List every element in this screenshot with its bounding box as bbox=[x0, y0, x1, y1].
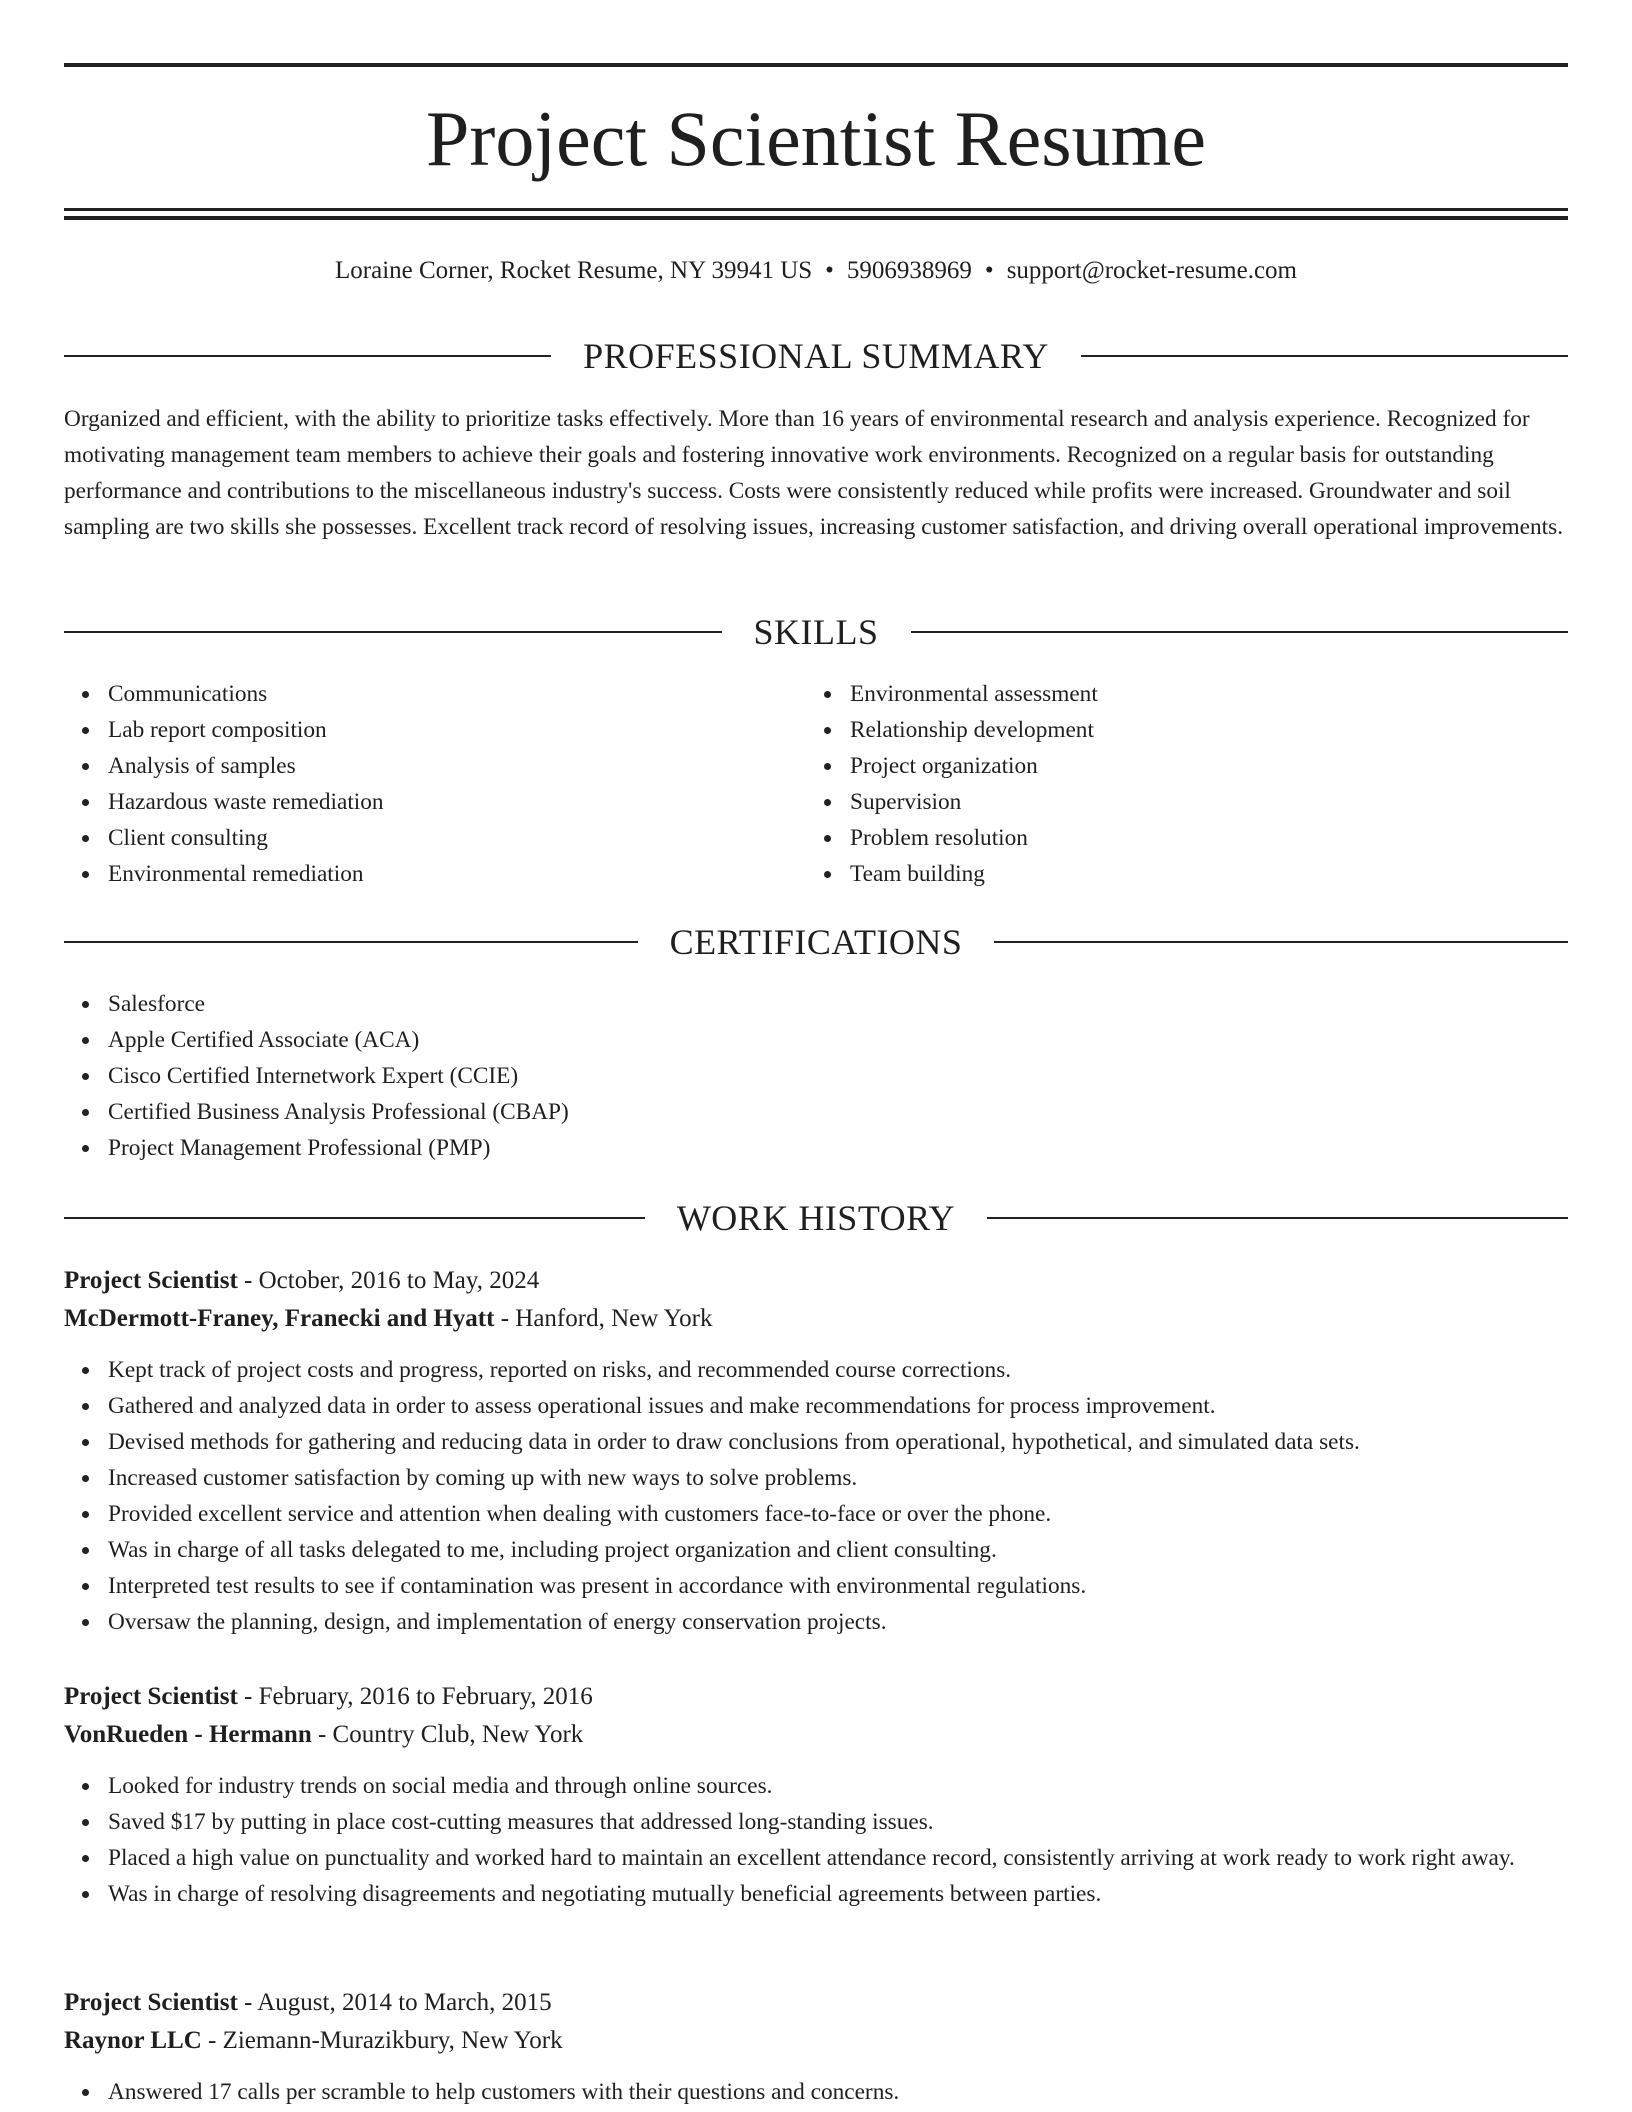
section-header-summary bbox=[64, 334, 1568, 378]
skill-item: Supervision bbox=[850, 784, 1098, 820]
job-entry bbox=[64, 1984, 1568, 2110]
contact-phone: 5906938969 bbox=[846, 257, 972, 284]
skill-item: Project organization bbox=[850, 748, 1098, 784]
job-bullet: Kept track of project costs and progress, reported on risks, and recommended course corrections. bbox=[108, 1352, 1568, 1388]
job-bullets bbox=[64, 1768, 1568, 1912]
contact-separator: • bbox=[984, 257, 994, 284]
contact-address: Loraine Corner, Rocket Resume, NY 39941 US bbox=[335, 257, 813, 284]
job-bullet: Was in charge of all tasks delegated to me, including project organization and client consulting. bbox=[108, 1532, 1568, 1568]
section-header-certifications bbox=[64, 920, 1568, 964]
section-rule-right bbox=[1081, 355, 1568, 357]
job-entry bbox=[64, 1262, 1568, 1640]
section-header-skills bbox=[64, 610, 1568, 654]
job-company: VonRueden - Hermann bbox=[64, 1721, 312, 1748]
job-bullet: Answered 17 calls per scramble to help customers with their questions and concerns. bbox=[108, 2074, 1568, 2110]
skill-item: Analysis of samples bbox=[108, 748, 384, 784]
section-title-certifications: CERTIFICATIONS bbox=[669, 922, 963, 962]
job-bullet: Looked for industry trends on social media and through online sources. bbox=[108, 1768, 1568, 1804]
section-title-skills: SKILLS bbox=[753, 612, 879, 652]
certification-item: Certified Business Analysis Professional (CBAP) bbox=[108, 1094, 569, 1130]
skills-column-right bbox=[806, 676, 1098, 892]
job-role-line bbox=[64, 1984, 1568, 2022]
section-rule-left bbox=[64, 1217, 645, 1219]
skill-item: Client consulting bbox=[108, 820, 384, 856]
certification-item: Salesforce bbox=[108, 986, 569, 1022]
section-header-work-history bbox=[64, 1196, 1568, 1240]
section-rule-right bbox=[994, 941, 1568, 943]
job-bullet: Placed a high value on punctuality and worked hard to maintain an excellent attendance record, consistently arriving at work ready to work right away. bbox=[108, 1840, 1568, 1876]
job-bullet: Increased customer satisfaction by coming up with new ways to solve problems. bbox=[108, 1460, 1568, 1496]
job-bullet: Interpreted test results to see if contamination was present in accordance with environmental regulations. bbox=[108, 1568, 1568, 1604]
skills-column-left bbox=[64, 676, 384, 892]
certification-item: Apple Certified Associate (ACA) bbox=[108, 1022, 569, 1058]
job-title: Project Scientist bbox=[64, 1989, 238, 2016]
skill-item: Environmental remediation bbox=[108, 856, 384, 892]
skill-item: Communications bbox=[108, 676, 384, 712]
job-title: Project Scientist bbox=[64, 1683, 238, 1710]
job-bullet: Was in charge of resolving disagreements and negotiating mutually beneficial agreements between parties. bbox=[108, 1876, 1568, 1912]
certifications-list bbox=[64, 986, 569, 1166]
job-bullet: Gathered and analyzed data in order to assess operational issues and make recommendations for process improvement. bbox=[108, 1388, 1568, 1424]
section-rule-right bbox=[987, 1217, 1568, 1219]
job-bullets bbox=[64, 2074, 1568, 2110]
job-role-line bbox=[64, 1262, 1568, 1300]
job-company-line bbox=[64, 2022, 1568, 2060]
skill-item: Team building bbox=[850, 856, 1098, 892]
skill-item: Lab report composition bbox=[108, 712, 384, 748]
section-title-work-history: WORK HISTORY bbox=[676, 1198, 956, 1238]
skill-item: Problem resolution bbox=[850, 820, 1098, 856]
job-location: - Hanford, New York bbox=[494, 1305, 713, 1332]
certification-item: Cisco Certified Internetwork Expert (CCIE) bbox=[108, 1058, 569, 1094]
job-location: - Country Club, New York bbox=[311, 1721, 584, 1748]
job-bullet: Provided excellent service and attention when dealing with customers face-to-face or over the phone. bbox=[108, 1496, 1568, 1532]
certification-item: Project Management Professional (PMP) bbox=[108, 1130, 569, 1166]
skill-item: Relationship development bbox=[850, 712, 1098, 748]
job-company-line bbox=[64, 1716, 1568, 1754]
contact-line bbox=[64, 255, 1568, 287]
contact-email[interactable]: support@rocket-resume.com bbox=[1006, 257, 1297, 284]
job-bullet: Saved $17 by putting in place cost-cutting measures that addressed long-standing issues. bbox=[108, 1804, 1568, 1840]
section-rule-left bbox=[64, 631, 722, 633]
section-title-summary: PROFESSIONAL SUMMARY bbox=[583, 336, 1049, 376]
job-bullet: Devised methods for gathering and reducing data in order to draw conclusions from operational, hypothetical, and simulated data sets. bbox=[108, 1424, 1568, 1460]
job-location: - Ziemann-Murazikbury, New York bbox=[201, 2027, 563, 2054]
title-double-rule bbox=[64, 208, 1568, 220]
job-role-line bbox=[64, 1678, 1568, 1716]
skill-item: Environmental assessment bbox=[850, 676, 1098, 712]
job-company: Raynor LLC bbox=[64, 2027, 202, 2054]
job-company: McDermott-Franey, Franecki and Hyatt bbox=[64, 1305, 495, 1332]
skill-item: Hazardous waste remediation bbox=[108, 784, 384, 820]
job-title: Project Scientist bbox=[64, 1267, 238, 1294]
section-rule-left bbox=[64, 355, 551, 357]
job-dates: - October, 2016 to May, 2024 bbox=[237, 1267, 540, 1294]
job-bullet: Oversaw the planning, design, and implementation of energy conservation projects. bbox=[108, 1604, 1568, 1640]
section-rule-left bbox=[64, 941, 638, 943]
job-bullets bbox=[64, 1352, 1568, 1640]
contact-separator: • bbox=[825, 257, 834, 284]
summary-paragraph: Organized and efficient, with the ability to prioritize tasks effectively. More than 16 years of environmental research and analysis experience. Recognized for motivating management team members to achieve their goals and fostering innovative work environments. Recognized on a regular basis for outstanding performance and contributions to the miscellaneous industry's success. Costs were consistently reduced while profits were increased. Groundwater and soil sampling are two skills she possesses. Excellent track record of resolving issues, increasing customer satisfaction, and driving overall operational improvements. bbox=[64, 406, 1564, 540]
job-dates: - August, 2014 to March, 2015 bbox=[237, 1989, 552, 2016]
section-rule-right bbox=[911, 631, 1569, 633]
top-rule bbox=[64, 63, 1568, 67]
job-dates: - February, 2016 to February, 2016 bbox=[237, 1683, 593, 1710]
resume-title: Project Scientist Resume bbox=[426, 95, 1206, 182]
job-company-line bbox=[64, 1300, 1568, 1338]
job-entry bbox=[64, 1678, 1568, 1912]
